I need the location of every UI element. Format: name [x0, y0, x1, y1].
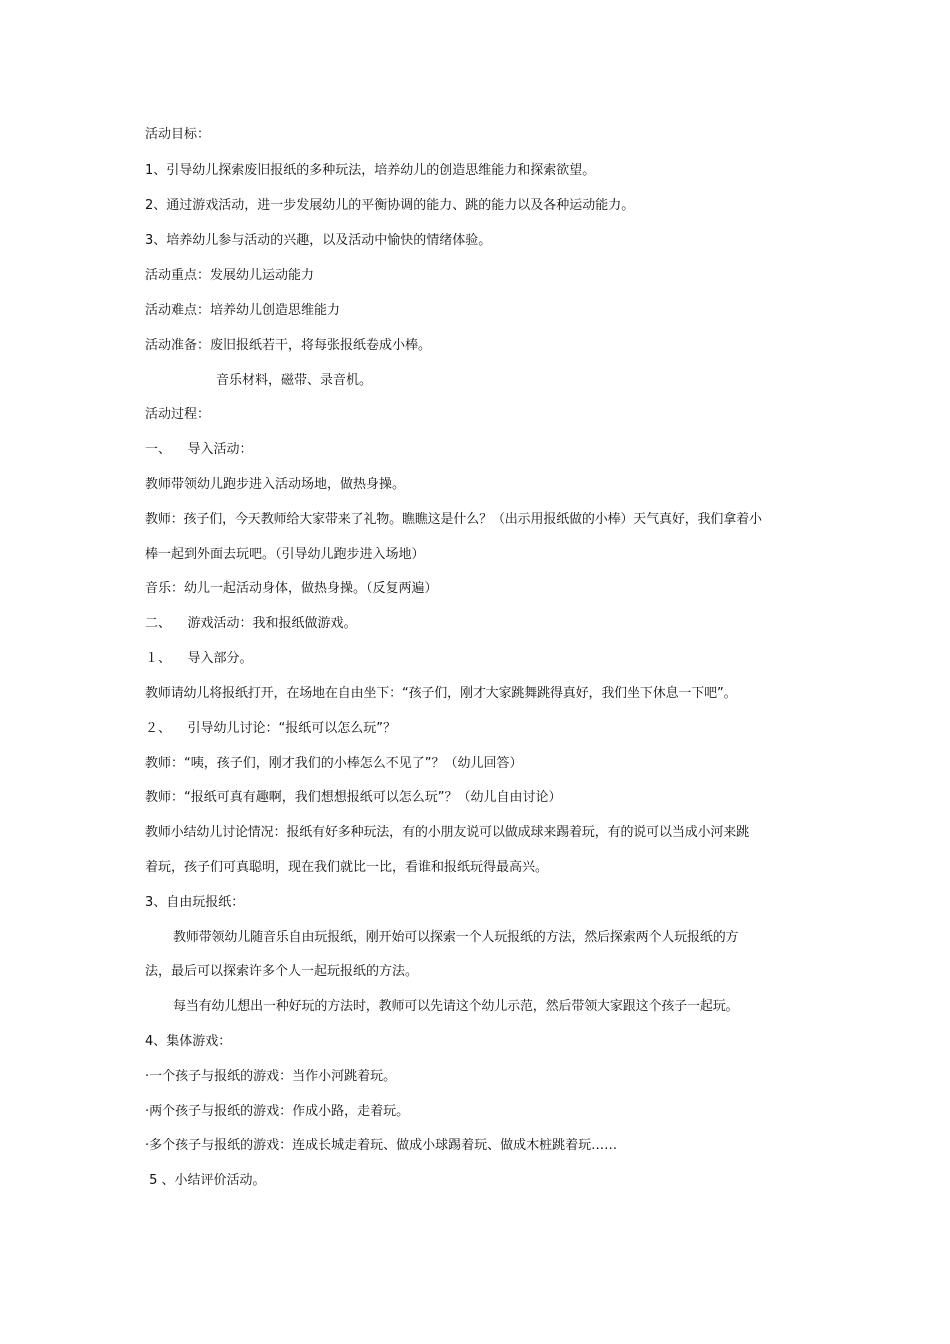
subsection-4-title: 4、集体游戏： [145, 1034, 232, 1049]
preparation-materials: 音乐材料，磁带、录音机。 [216, 373, 373, 388]
goal-item-3: 3、培养幼儿参与活动的兴趣，以及活动中愉快的情绪体验。 [145, 233, 492, 248]
paragraph: 法，最后可以探索许多个人一起玩报纸的方法。 [145, 964, 419, 979]
activity-focus: 活动重点：发展幼儿运动能力 [145, 268, 315, 283]
list-item: ·一个孩子与报纸的游戏：当作小河跳着玩。 [145, 1069, 397, 1084]
subsection-5-title: 5 、小结评价活动。 [145, 1173, 266, 1188]
activity-difficulty: 活动难点：培养幼儿创造思维能力 [145, 303, 341, 318]
heading-activity-goals: 活动目标： [145, 127, 211, 142]
heading-activity-process: 活动过程： [145, 407, 211, 422]
paragraph: 每当有幼儿想出一种好玩的方法时，教师可以先请这个幼儿示范，然后带领大家跟这个孩子一起玩。 [173, 999, 739, 1014]
paragraph: 教师：“报纸可真有趣啊，我们想想报纸可以怎么玩”？（幼儿自由讨论） [145, 790, 562, 805]
section-2-title: 二、 游戏活动：我和报纸做游戏。 [145, 616, 357, 631]
paragraph: 教师带领幼儿随音乐自由玩报纸，刚开始可以探索一个人玩报纸的方法，然后探索两个人玩报纸的方 [173, 930, 739, 945]
paragraph: 教师请幼儿将报纸打开，在场地在自由坐下：“孩子们，刚才大家跳舞跳得真好，我们坐下休息一下吧”。 [145, 686, 737, 701]
list-item: ·两个孩子与报纸的游戏：作成小路，走着玩。 [145, 1104, 410, 1119]
activity-preparation: 活动准备：废旧报纸若干，将每张报纸卷成小棒。 [145, 338, 432, 353]
paragraph: 教师：孩子们，今天教师给大家带来了礼物。瞧瞧这是什么？（出示用报纸做的小棒）天气真好，我们拿着小 [145, 512, 762, 527]
list-item: ·多个孩子与报纸的游戏：连成长城走着玩、做成小球踢着玩、做成木桩跳着玩…… [145, 1138, 618, 1153]
paragraph: 教师带领幼儿跑步进入活动场地，做热身操。 [145, 477, 406, 492]
goal-item-1: 1、引导幼儿探索废旧报纸的多种玩法，培养幼儿的创造思维能力和探索欲望。 [145, 163, 596, 178]
paragraph: 教师小结幼儿讨论情况：报纸有好多种玩法，有的小朋友说可以做成球来踢着玩，有的说可以当成小河来跳 [145, 825, 749, 840]
section-1-title: 一、 导入活动： [145, 442, 253, 457]
paragraph: 棒一起到外面去玩吧。（引导幼儿跑步进入场地） [145, 547, 425, 562]
paragraph: 着玩，孩子们可真聪明，现在我们就比一比，看谁和报纸玩得最高兴。 [145, 860, 549, 875]
subsection-2-title: ２、 引导幼儿讨论：“报纸可以怎么玩”？ [145, 721, 396, 736]
paragraph: 教师：“咦，孩子们，刚才我们的小棒怎么不见了”？（幼儿回答） [145, 756, 523, 771]
goal-item-2: 2、通过游戏活动，进一步发展幼儿的平衡协调的能力、跳的能力以及各种运动能力。 [145, 198, 635, 213]
subsection-1-title: １、 导入部分。 [145, 651, 253, 666]
paragraph: 音乐：幼儿一起活动身体，做热身操。（反复两遍） [145, 581, 438, 596]
subsection-3-title: 3、自由玩报纸： [145, 895, 245, 910]
